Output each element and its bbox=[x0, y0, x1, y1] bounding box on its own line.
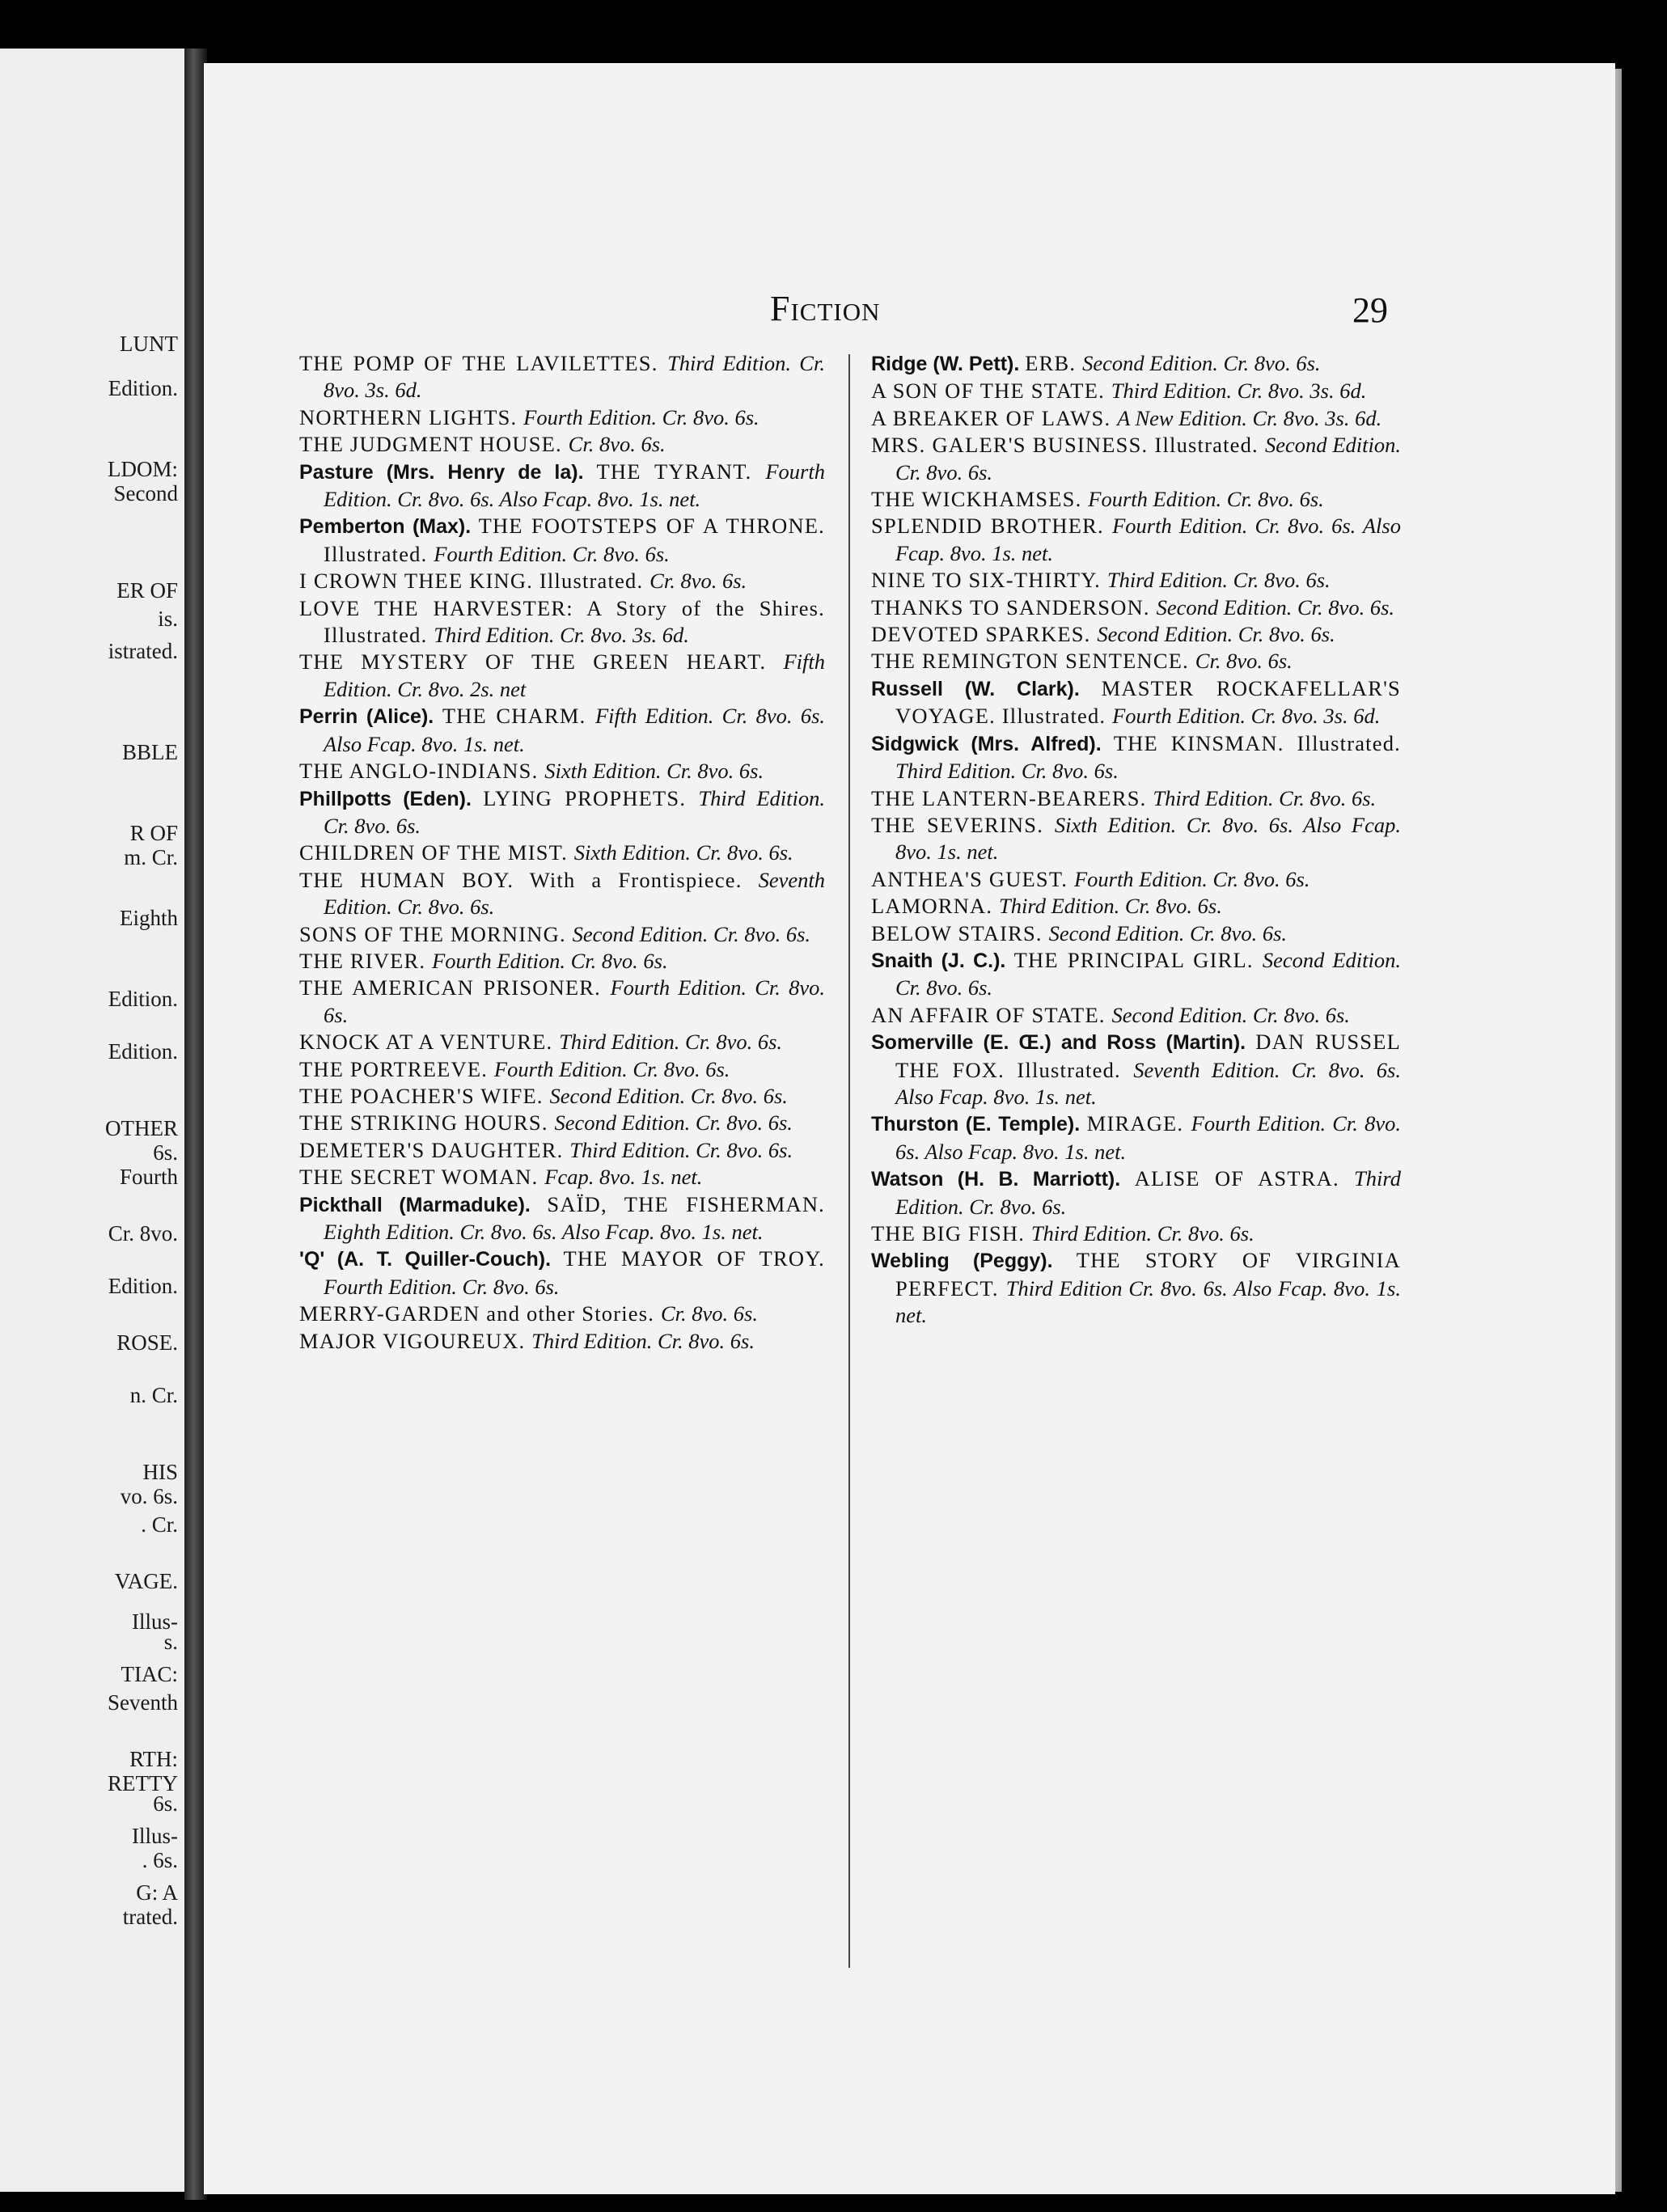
book-title: THE STORY OF VIRGINIA PERFECT. bbox=[895, 1248, 1401, 1301]
edition-details: Fourth Edition. Cr. 8vo. 3s. 6d. bbox=[1112, 704, 1381, 729]
facing-page-line: ROSE. bbox=[116, 1330, 178, 1355]
author-name: Sidgwick (Mrs. Alfred). bbox=[871, 732, 1114, 755]
edition-details: Third Edition. Cr. 8vo. 6s. bbox=[1153, 785, 1377, 810]
book-title: MIRAGE. bbox=[1086, 1111, 1191, 1136]
edition-details: Sixth Edition. Cr. 8vo. 6s. bbox=[573, 840, 793, 865]
book-title: A BREAKER OF LAWS. bbox=[871, 405, 1118, 430]
edition-details: Fourth Edition. Cr. 8vo. 6s. bbox=[493, 1056, 730, 1081]
edition-details: Third Edition. Cr. 8vo. 6s. bbox=[559, 1030, 783, 1055]
book-title: THE POACHER'S WIFE. bbox=[299, 1083, 550, 1108]
book-title: THE LANTERN-BEARERS. bbox=[871, 785, 1153, 810]
facing-page-line: n. Cr. bbox=[129, 1383, 178, 1407]
catalogue-entry bbox=[299, 948, 825, 975]
book-title: SAÏD, THE FISHERMAN. bbox=[547, 1191, 826, 1216]
edition-details: Third Edition. Cr. 8vo. 6s. bbox=[324, 785, 825, 838]
facing-page-line: 6s. bbox=[153, 1791, 178, 1816]
book-title: THE SEVERINS. bbox=[871, 812, 1055, 837]
edition-details: Second Edition. Cr. 8vo. 6s. bbox=[554, 1110, 793, 1136]
facing-page-line: G: A bbox=[136, 1880, 178, 1905]
edition-details: Fourth Edition. Cr. 8vo. 6s. Also Fcap. 8vo. 1s. net. bbox=[895, 514, 1401, 565]
edition-details: Second Edition. Cr. 8vo. 6s. bbox=[1156, 594, 1395, 620]
author-name: Perrin (Alice). bbox=[299, 705, 442, 729]
edition-details: Third Edition. Cr. 8vo. 3s. 6d. bbox=[1111, 379, 1367, 404]
author-name: Webling (Peggy). bbox=[871, 1250, 1077, 1273]
edition-details: Second Edition. Cr. 8vo. 6s. bbox=[1097, 622, 1335, 647]
book-title: THE KINSMAN. Illustrated. bbox=[1113, 730, 1401, 755]
book-title: LAMORNA. bbox=[871, 894, 1000, 919]
facing-page-line: Illus- bbox=[132, 1824, 178, 1848]
catalogue-entry bbox=[871, 785, 1401, 812]
edition-details: Second Edition. Cr. 8vo. 6s. bbox=[895, 433, 1401, 484]
book-title: MERRY-GARDEN and other Stories. bbox=[299, 1301, 661, 1326]
edition-details: Third Edition. Cr. 8vo. 6s. bbox=[1106, 568, 1331, 593]
catalogue-entry bbox=[299, 840, 825, 866]
facing-page-line: Illus- bbox=[132, 1609, 178, 1634]
edition-details: Fourth Edition. Cr. 8vo. 6s. Also Fcap. 8vo. 1s. net. bbox=[324, 459, 825, 512]
catalogue-entry bbox=[299, 595, 825, 649]
book-title: DEVOTED SPARKES. bbox=[871, 622, 1098, 647]
author-name: Russell (W. Clark). bbox=[871, 677, 1102, 700]
book-title: THE PORTREEVE. bbox=[299, 1056, 494, 1081]
edition-details: Fourth Edition. Cr. 8vo. 6s. bbox=[432, 948, 668, 973]
catalogue-entry bbox=[299, 758, 825, 785]
edition-details: Fourth Edition. Cr. 8vo. 6s. bbox=[434, 541, 670, 566]
facing-page-line: Edition. bbox=[108, 376, 178, 400]
catalogue-entry bbox=[299, 350, 825, 404]
facing-page-line: . Cr. bbox=[141, 1512, 178, 1537]
page-header bbox=[204, 288, 1615, 336]
facing-page-line: Edition. bbox=[108, 987, 178, 1011]
facing-page-line: trated. bbox=[122, 1905, 178, 1929]
book-title: THE MAYOR OF TROY. bbox=[563, 1246, 825, 1271]
book-title: ALISE OF ASTRA. bbox=[1134, 1166, 1355, 1191]
right-column bbox=[871, 350, 1401, 1330]
book-title: MRS. GALER'S BUSINESS. Illustrated. bbox=[871, 433, 1265, 458]
edition-details: Fourth Edition. Cr. 8vo. 6s. Also Fcap. 8vo. 1s. net. bbox=[895, 1111, 1402, 1164]
catalogue-entry bbox=[299, 1301, 825, 1327]
book-title: THE PRINCIPAL GIRL. bbox=[1013, 947, 1263, 972]
facing-page-line: istrated. bbox=[108, 639, 178, 663]
edition-details: Cr. 8vo. 6s. bbox=[568, 432, 666, 457]
running-head: Fiction bbox=[770, 289, 881, 328]
book-title: THE HUMAN BOY. With a Frontispiece. bbox=[299, 867, 759, 892]
edition-details: Second Edition. Cr. 8vo. 6s. bbox=[1111, 1002, 1350, 1027]
facing-page-line: Second bbox=[113, 481, 178, 505]
catalogue-entry bbox=[299, 568, 825, 594]
book-title: BELOW STAIRS. bbox=[871, 920, 1049, 945]
edition-details: Eighth Edition. Cr. 8vo. 6s. Also Fcap. 8vo. 1s. net. bbox=[324, 1220, 764, 1244]
edition-details: Cr. 8vo. 6s. bbox=[660, 1301, 758, 1326]
edition-details: Sixth Edition. Cr. 8vo. 6s. Also Fcap. 8vo. 1s. net. bbox=[895, 812, 1401, 865]
catalogue-entry bbox=[299, 975, 825, 1029]
catalogue-entry bbox=[871, 432, 1401, 486]
facing-page-line: Cr. 8vo. bbox=[108, 1221, 178, 1246]
book-page bbox=[204, 63, 1615, 2194]
catalogue-entry bbox=[299, 649, 825, 703]
book-title: LYING PROPHETS. bbox=[483, 785, 699, 810]
catalogue-entry bbox=[299, 921, 825, 948]
author-name: Snaith (J. C.). bbox=[871, 949, 1014, 972]
edition-details: Fourth Edition. Cr. 8vo. 6s. bbox=[324, 1274, 560, 1299]
edition-details: Third Edition. Cr. 8vo. 6s. bbox=[999, 894, 1222, 919]
edition-details: Cr. 8vo. 6s. bbox=[1195, 649, 1293, 674]
catalogue-entry bbox=[871, 513, 1401, 567]
edition-details: Fourth Edition. Cr. 8vo. 6s. bbox=[523, 404, 759, 429]
edition-details: Second Edition. Cr. 8vo. 6s. bbox=[572, 921, 811, 946]
book-title: THE FOOTSTEPS OF A THRONE. Illustrated. bbox=[324, 514, 826, 566]
edition-details: Second Edition. Cr. 8vo. 6s. bbox=[549, 1083, 788, 1108]
book-title: THE STRIKING HOURS. bbox=[299, 1110, 555, 1136]
book-title: THE JUDGMENT HOUSE. bbox=[299, 432, 569, 457]
edition-details: Fcap. 8vo. 1s. net. bbox=[544, 1165, 703, 1190]
edition-details: Fifth Edition. Cr. 8vo. 6s. Also Fcap. 8vo. 1s. net. bbox=[324, 704, 826, 756]
catalogue-entry bbox=[299, 1191, 825, 1246]
author-name: Pemberton (Max). bbox=[299, 515, 479, 539]
book-title: THE RIVER. bbox=[299, 948, 433, 973]
column-divider bbox=[848, 354, 850, 1968]
catalogue-entry bbox=[871, 675, 1401, 730]
catalogue-entry bbox=[871, 920, 1401, 947]
book-title: SPLENDID BROTHER. bbox=[871, 514, 1113, 539]
catalogue-entry bbox=[871, 812, 1401, 866]
book-title: THE MYSTERY OF THE GREEN HEART. bbox=[299, 649, 784, 675]
catalogue-entry bbox=[871, 1247, 1401, 1329]
author-name: Phillpotts (Eden). bbox=[299, 787, 484, 810]
catalogue-entry bbox=[871, 947, 1401, 1002]
book-title: THE AMERICAN PRISONER. bbox=[299, 975, 611, 1000]
facing-page-line: LDOM: bbox=[108, 457, 178, 481]
book-title: A SON OF THE STATE. bbox=[871, 379, 1111, 404]
catalogue-entry bbox=[299, 703, 825, 758]
edition-details: Cr. 8vo. 6s. bbox=[649, 569, 747, 594]
book-title: AN AFFAIR OF STATE. bbox=[871, 1002, 1112, 1027]
edition-details: Third Edition Cr. 8vo. 6s. Also Fcap. 8vo. 1s. net. bbox=[895, 1275, 1401, 1328]
catalogue-entry bbox=[871, 1220, 1401, 1247]
facing-page-line: ER OF bbox=[116, 578, 178, 603]
catalogue-entry bbox=[299, 1164, 825, 1191]
facing-page-line: HIS bbox=[142, 1460, 178, 1484]
facing-page-line: TIAC: bbox=[121, 1662, 178, 1686]
facing-page-line: m. Cr. bbox=[124, 845, 178, 869]
author-name: Pickthall (Marmaduke). bbox=[299, 1193, 548, 1216]
book-title: THE ANGLO-INDIANS. bbox=[299, 759, 545, 784]
author-name: 'Q' (A. T. Quiller-Couch). bbox=[299, 1248, 564, 1271]
book-title: KNOCK AT A VENTURE. bbox=[299, 1030, 560, 1055]
catalogue-entry bbox=[871, 730, 1401, 785]
facing-page-line: s. bbox=[163, 1630, 178, 1654]
facing-page-fragment bbox=[0, 49, 184, 2192]
catalogue-entry bbox=[871, 594, 1401, 621]
edition-details: Third Edition. Cr. 8vo. 6s. bbox=[569, 1137, 793, 1162]
facing-page-line: LUNT bbox=[120, 332, 178, 356]
catalogue-entry bbox=[871, 1029, 1401, 1110]
facing-page-line: Fourth bbox=[119, 1165, 178, 1189]
book-title: NORTHERN LIGHTS. bbox=[299, 404, 524, 429]
facing-page-line: . 6s. bbox=[142, 1848, 178, 1872]
facing-page-line: R OF bbox=[129, 821, 178, 845]
page-number: 29 bbox=[1352, 290, 1388, 330]
catalogue-entry bbox=[299, 1137, 825, 1164]
author-name: Thurston (E. Temple). bbox=[871, 1113, 1087, 1136]
edition-details: Second Edition. Cr. 8vo. 6s. bbox=[1048, 920, 1288, 945]
book-title: DAN RUSSEL THE FOX. Illustrated. bbox=[895, 1030, 1401, 1082]
book-title: SONS OF THE MORNING. bbox=[299, 921, 573, 946]
author-name: Watson (H. B. Marriott). bbox=[871, 1168, 1135, 1191]
book-title: DEMETER'S DAUGHTER. bbox=[299, 1137, 570, 1162]
facing-page-line: RETTY bbox=[108, 1771, 178, 1795]
catalogue-entry bbox=[871, 567, 1401, 594]
catalogue-entry bbox=[299, 1246, 825, 1301]
book-title: THE CHARM. bbox=[442, 704, 595, 729]
book-title: THANKS TO SANDERSON. bbox=[871, 594, 1157, 620]
edition-details: Second Edition. Cr. 8vo. 6s. bbox=[895, 947, 1401, 1000]
catalogue-entry bbox=[299, 1056, 825, 1083]
catalogue-entry bbox=[299, 1029, 825, 1055]
edition-details: Fourth Edition. Cr. 8vo. 6s. bbox=[1088, 487, 1324, 512]
author-name: Somerville (E. Œ.) and Ross (Martin). bbox=[871, 1031, 1256, 1055]
facing-page-line: is. bbox=[158, 607, 178, 631]
book-title: THE POMP OF THE LAVILETTES. bbox=[299, 351, 668, 375]
facing-page-line: vo. 6s. bbox=[120, 1484, 178, 1508]
catalogue-entry bbox=[299, 1110, 825, 1136]
catalogue-entry bbox=[871, 866, 1401, 893]
facing-page-line: Edition. bbox=[108, 1274, 178, 1298]
author-name: Ridge (W. Pett). bbox=[871, 353, 1026, 375]
book-title: I CROWN THEE KING. Illustrated. bbox=[299, 569, 650, 594]
book-title: NINE TO SIX-THIRTY. bbox=[871, 568, 1107, 593]
catalogue-entry bbox=[299, 1328, 825, 1355]
catalogue-entry bbox=[871, 1165, 1401, 1220]
edition-details: A New Edition. Cr. 8vo. 3s. 6d. bbox=[1117, 405, 1382, 430]
book-title: THE WICKHAMSES. bbox=[871, 487, 1089, 512]
catalogue-entry bbox=[871, 1002, 1401, 1029]
edition-details: Third Edition. Cr. 8vo. 3s. 6d. bbox=[324, 351, 825, 403]
book-title: THE BIG FISH. bbox=[871, 1221, 1031, 1246]
catalogue-entry bbox=[871, 621, 1401, 648]
book-title: MAJOR VIGOUREUX. bbox=[299, 1328, 532, 1353]
facing-page-line: Edition. bbox=[108, 1039, 178, 1064]
facing-page-line: VAGE. bbox=[114, 1569, 178, 1593]
book-title: THE REMINGTON SENTENCE. bbox=[871, 649, 1195, 674]
catalogue-entry bbox=[299, 459, 825, 514]
edition-details: Third Edition. Cr. 8vo. 3s. 6d. bbox=[434, 623, 689, 648]
catalogue-entry bbox=[871, 486, 1401, 513]
book-title: CHILDREN OF THE MIST. bbox=[299, 840, 574, 865]
edition-details: Seventh Edition. Cr. 8vo. 6s. bbox=[324, 867, 825, 920]
book-title: THE TYRANT. bbox=[596, 459, 766, 484]
edition-details: Second Edition. Cr. 8vo. 6s. bbox=[1082, 351, 1321, 375]
facing-page-line: 6s. bbox=[153, 1140, 178, 1165]
catalogue-entry bbox=[299, 513, 825, 568]
edition-details: Third Edition. Cr. 8vo. 6s. bbox=[895, 1166, 1401, 1219]
catalogue-entry bbox=[871, 350, 1401, 378]
facing-page-line: BBLE bbox=[121, 740, 178, 764]
facing-page-line: Eighth bbox=[120, 906, 178, 930]
catalogue-entry bbox=[871, 648, 1401, 675]
catalogue-entry bbox=[871, 893, 1401, 920]
book-title: MASTER ROCKAFELLAR'S VOYAGE. Illustrated. bbox=[895, 675, 1401, 729]
catalogue-entry bbox=[299, 785, 825, 840]
edition-details: Third Edition. Cr. 8vo. 6s. bbox=[895, 759, 1119, 784]
catalogue-entry bbox=[871, 378, 1401, 404]
book-title: THE SECRET WOMAN. bbox=[299, 1165, 545, 1190]
catalogue-entry bbox=[299, 404, 825, 431]
author-name: Pasture (Mrs. Henry de la). bbox=[299, 460, 597, 484]
edition-details: Sixth Edition. Cr. 8vo. 6s. bbox=[544, 759, 764, 784]
catalogue-entry bbox=[871, 405, 1401, 432]
edition-details: Third Edition. Cr. 8vo. 6s. bbox=[1030, 1221, 1254, 1246]
book-title: LOVE THE HARVESTER: A Story of the Shires. Illustrated. bbox=[299, 595, 825, 648]
facing-page-line: RTH: bbox=[129, 1747, 178, 1771]
catalogue-entry bbox=[299, 431, 825, 458]
edition-details: Fifth Edition. Cr. 8vo. 2s. net bbox=[324, 649, 825, 701]
facing-page-line: Seventh bbox=[108, 1690, 178, 1715]
edition-details: Seventh Edition. Cr. 8vo. 6s. Also Fcap. 8vo. 1s. net. bbox=[895, 1057, 1401, 1109]
catalogue-entry bbox=[871, 1110, 1401, 1165]
book-title: ANTHEA'S GUEST. bbox=[871, 866, 1074, 891]
left-column bbox=[299, 350, 825, 1355]
edition-details: Third Edition. Cr. 8vo. 6s. bbox=[531, 1328, 755, 1353]
edition-details: Fourth Edition. Cr. 8vo. 6s. bbox=[1073, 866, 1310, 891]
catalogue-entry bbox=[299, 1083, 825, 1110]
catalogue-entry bbox=[299, 867, 825, 921]
facing-page-line: OTHER bbox=[105, 1116, 178, 1140]
book-title: ERB. bbox=[1025, 351, 1083, 375]
edition-details: Fourth Edition. Cr. 8vo. 6s. bbox=[324, 975, 825, 1027]
